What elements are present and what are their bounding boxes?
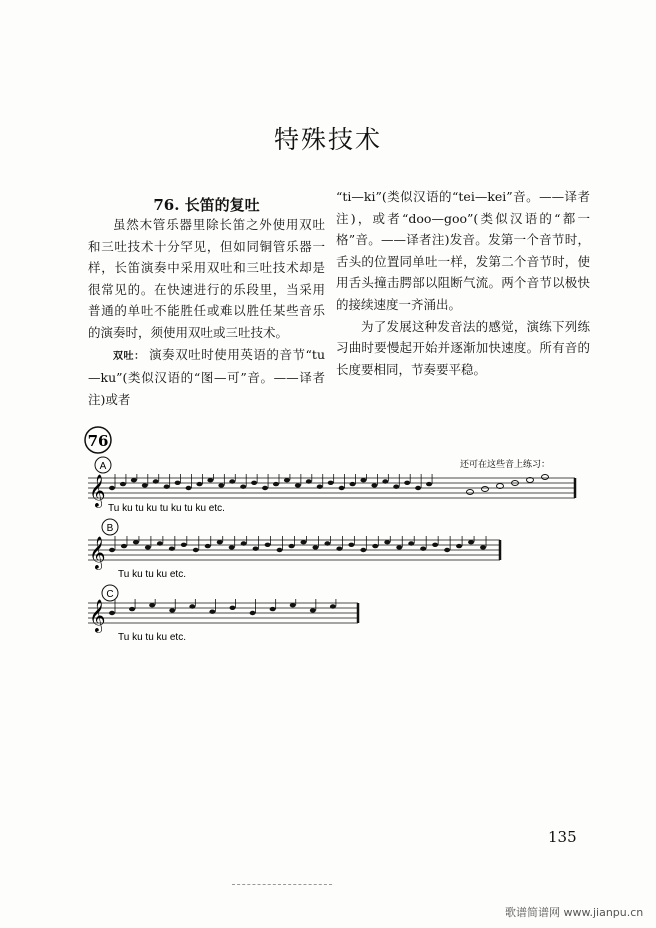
practice-note: 还可在这些音上练习： (460, 460, 551, 470)
note-head (420, 547, 426, 551)
note-head (330, 604, 336, 608)
note-head (157, 541, 163, 545)
note-head (426, 482, 432, 486)
section-heading: 76. 长笛的复吐 (153, 196, 260, 214)
note-head (312, 545, 318, 549)
note-head (348, 543, 354, 547)
part-b-label: B (106, 523, 114, 534)
note-head (240, 485, 246, 489)
note-head (129, 607, 135, 611)
exercise-number: 76 (87, 432, 109, 450)
note-head (290, 603, 296, 607)
note-head (121, 544, 127, 548)
note-head (109, 548, 115, 552)
note-head (273, 482, 279, 486)
note-head (131, 478, 137, 482)
note-head (350, 482, 356, 486)
note-head (169, 547, 175, 551)
part-a-label: A (99, 461, 107, 472)
part-c-label: C (106, 589, 114, 600)
note-head (217, 540, 223, 544)
note-head (301, 540, 307, 544)
note-head (133, 540, 139, 544)
treble-clef-icon: 𝄞 (89, 474, 106, 507)
note-head (432, 543, 438, 547)
note-head (310, 608, 316, 612)
note-head (295, 483, 301, 487)
paragraph: 虽然木管乐器里除长笛之外使用双吐和三吐技术十分罕见，但如同铜管乐器一样，长笛演奏中采用双吐和三吐技术却是很常见的。在快速进行的乐段里，当采用普通的单吐不能胜任或难以胜任某些音乐的演奏时，须使用双吐或三吐技术。 (88, 217, 325, 340)
note-head (372, 544, 378, 548)
note-head (336, 547, 342, 551)
note-head (142, 483, 148, 487)
note-head (324, 541, 330, 545)
paragraph: 为了发展这种发音法的感觉，演练下列练习曲时要慢起开始并逐渐加快速度。所有音的长度要相同，节奏要平稳。 (336, 318, 590, 377)
treble-clef-icon: 𝄞 (89, 599, 106, 632)
note-head (408, 541, 414, 545)
note-head (360, 548, 366, 552)
lyrics-b: Tu ku tu ku etc. (118, 569, 186, 580)
note-head (109, 611, 115, 615)
note-head (189, 604, 195, 608)
note-head (181, 543, 187, 547)
note-head (317, 485, 323, 489)
double-tongue-label: 双吐： (113, 350, 145, 362)
lyrics-c: Tu ku tu ku etc. (118, 632, 186, 643)
note-head (371, 483, 377, 487)
page-number: 135 (548, 828, 577, 846)
note-head (205, 544, 211, 548)
note-head (196, 482, 202, 486)
note-head (289, 544, 295, 548)
lyrics-a: Tu ku tu ku tu ku tu ku etc. (108, 503, 225, 514)
note-head (277, 548, 283, 552)
note-head (230, 606, 236, 610)
note-head (270, 607, 276, 611)
note-head (193, 548, 199, 552)
page-title: 特殊技术 (273, 125, 382, 154)
note-head (393, 485, 399, 489)
note-head (384, 540, 390, 544)
note-head (339, 486, 345, 490)
note-head (251, 481, 257, 485)
note-head (328, 481, 334, 485)
note-head (153, 479, 159, 483)
note-head (456, 544, 462, 548)
note-head (396, 545, 402, 549)
note-head (250, 611, 256, 615)
watermark: 歌谱简谱网 www.jianpu.cn (505, 906, 644, 919)
note-head (360, 478, 366, 482)
whole-note (482, 487, 489, 492)
note-head (175, 481, 181, 485)
note-head (120, 482, 126, 486)
note-head (186, 486, 192, 490)
note-head (149, 603, 155, 607)
note-head (306, 479, 312, 483)
treble-clef-icon: 𝄞 (89, 536, 106, 569)
note-head (262, 486, 268, 490)
paragraph: “ti—ki”(类似汉语的“tei—kei”音。——译者注)，或者“doo—goo”(类似汉语的“都一格”音。——译者注)发音。发第一个音节时，舌头的位置同单吐一样，发第二个音节时，使用舌头撞击腭部以阻断气流。两个音节以极快的接续速度一齐涌出。 (336, 189, 590, 312)
note-head (480, 545, 486, 549)
note-head (404, 481, 410, 485)
footer-rule (232, 884, 332, 885)
note-head (109, 486, 115, 490)
note-head (218, 483, 224, 487)
note-head (444, 548, 450, 552)
note-head (253, 547, 259, 551)
note-head (284, 478, 290, 482)
note-head (241, 541, 247, 545)
note-head (145, 545, 151, 549)
whole-note (467, 490, 474, 495)
note-head (209, 610, 215, 614)
note-head (229, 479, 235, 483)
note-head (265, 543, 271, 547)
note-head (415, 486, 421, 490)
note-head (382, 479, 388, 483)
note-head (207, 478, 213, 482)
whole-note (542, 475, 549, 480)
paragraph: 演奏双吐时使用英语的音节“tu—ku”(类似汉语的“图—可”音。——译者注)或者 (88, 346, 325, 407)
note-head (169, 608, 175, 612)
note-head (468, 540, 474, 544)
note-head (229, 545, 235, 549)
note-head (164, 485, 170, 489)
